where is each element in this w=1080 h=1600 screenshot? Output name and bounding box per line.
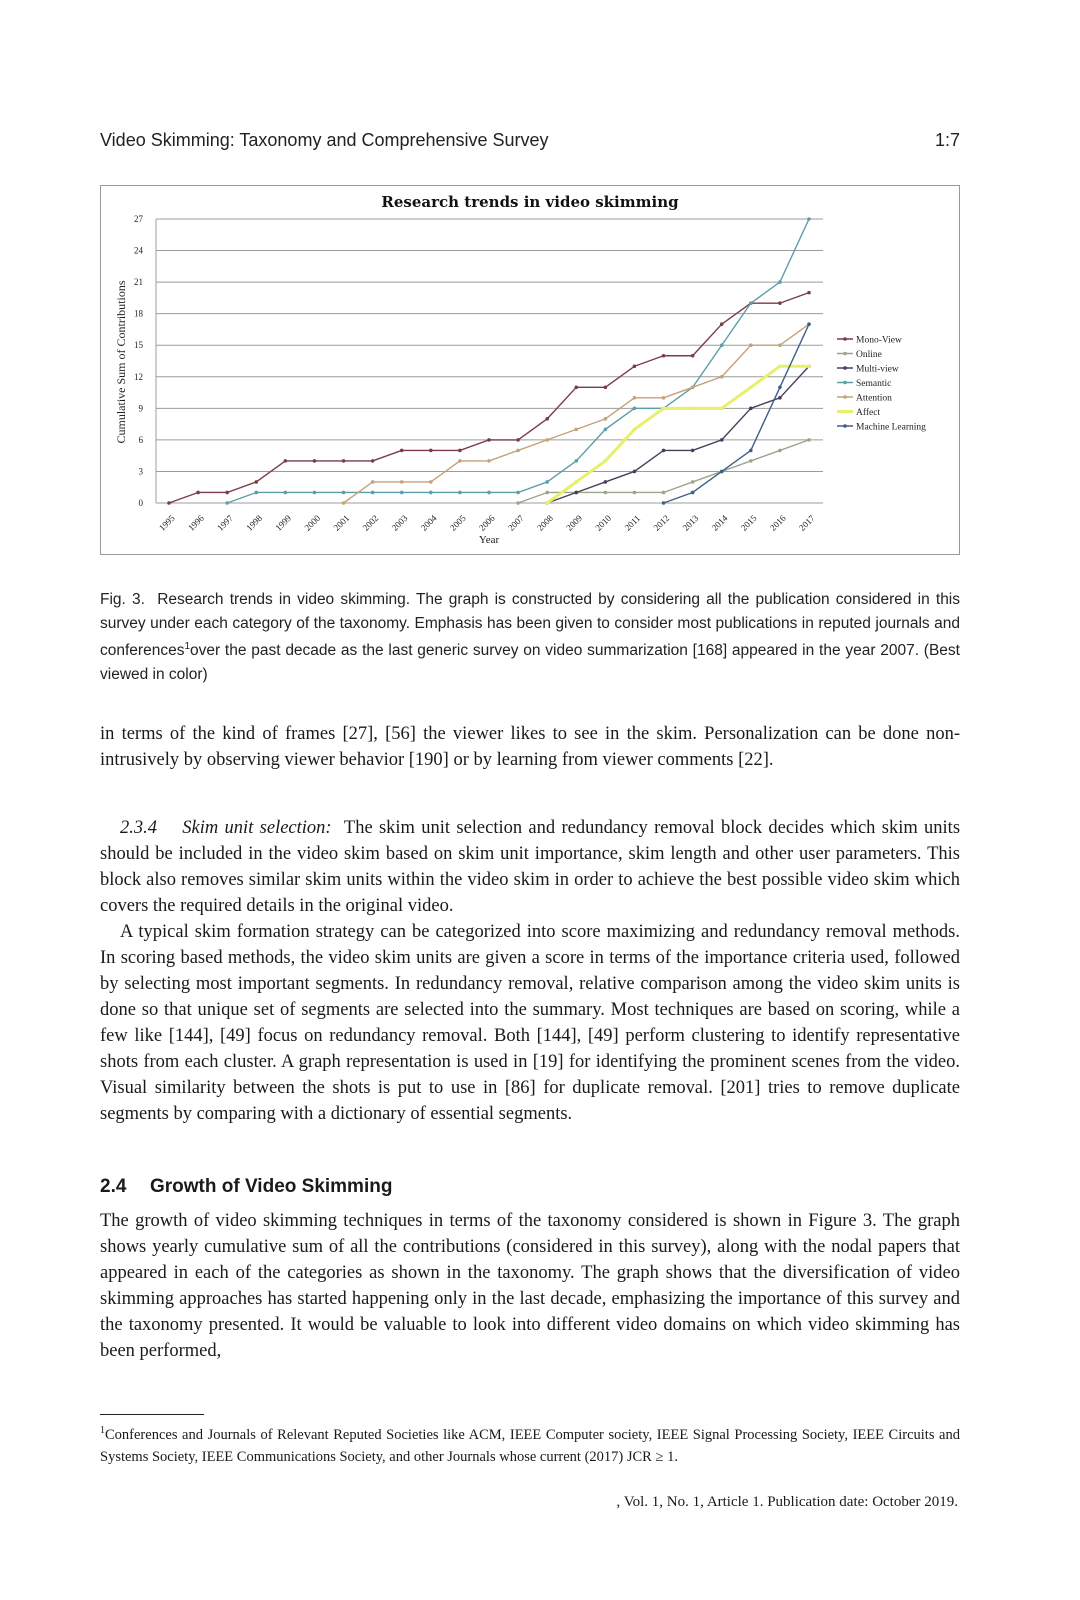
x-tick-label: 2004 (418, 512, 439, 533)
line-chart (101, 186, 959, 554)
y-tick-label: 27 (134, 214, 143, 224)
legend-item: Semantic (856, 379, 892, 389)
figure-caption (100, 588, 960, 686)
chart-title: Research trends in video skimming (381, 193, 679, 211)
x-tick-label: 2000 (302, 512, 323, 533)
section-heading (100, 1176, 392, 1198)
x-tick-label: 2015 (738, 512, 759, 533)
x-tick-label: 2008 (535, 512, 555, 533)
x-tick-label: 2002 (360, 512, 381, 533)
x-tick-label: 2017 (796, 512, 817, 533)
section-title: Growth of Video Skimming (150, 1176, 393, 1197)
legend-item: Affect (856, 408, 881, 418)
x-axis-label: Year (478, 534, 500, 546)
y-tick-label: 3 (138, 466, 143, 477)
y-tick-label: 0 (138, 498, 143, 508)
legend-item: Multi-view (856, 364, 899, 375)
x-tick-label: 1998 (244, 512, 265, 533)
x-tick-label: 2005 (447, 512, 468, 533)
footnote-mark: 1 (100, 1425, 105, 1436)
page-number: 1:7 (934, 130, 960, 150)
x-tick-label: 2010 (593, 512, 614, 533)
x-tick-label: 1997 (215, 512, 235, 533)
running-head (100, 130, 960, 151)
y-tick-label: 6 (138, 434, 143, 445)
x-tick-label: 2016 (767, 512, 788, 533)
x-tick-label: 1999 (273, 512, 294, 533)
legend-item: Attention (856, 393, 892, 404)
x-tick-label: 1996 (186, 512, 206, 533)
legend-item: Mono-View (856, 335, 902, 346)
paragraph-1 (100, 721, 960, 773)
subsection-number: 2.3.4 (120, 818, 157, 838)
y-axis-label: Cumulative Sum of Contributions (114, 280, 128, 444)
caption-label: Fig. 3. (100, 591, 145, 608)
footnote-text: Conferences and Journals of Relevant Reputed Societies like ACM, IEEE Computer society, IEEE Signal Processing Society, IEEE Circuits and Systems Society, IEEE Communications Society, and other Journals whose current (2017) JCR ≥ 1. (100, 1426, 960, 1465)
page-footer: , Vol. 1, No. 1, Article 1. Publication date: October 2019. (616, 1494, 958, 1510)
x-tick-label: 2011 (622, 513, 643, 533)
subsection-title: Skim unit selection: (182, 818, 332, 838)
y-tick-label: 24 (134, 245, 143, 256)
paragraph-text: in terms of the kind of frames [27], [56] the viewer likes to see in the skim. Personalization can be done non-intrusively by observing viewer behavior [190] or by learning from viewer comments [22]. (100, 724, 960, 770)
running-title: Video Skimming: Taxonomy and Comprehensive Survey (100, 130, 549, 150)
y-tick-label: 21 (134, 277, 143, 288)
y-tick-label: 9 (138, 403, 143, 414)
paragraph-text: The growth of video skimming techniques in terms of the taxonomy considered is shown in Figure 3. The graph shows yearly cumulative sum of all the contributions (considered in this survey), along with the nodal papers that appeared in each of the categories as shown in the taxonomy. The graph shows that the diversification of video skimming approaches has started happening only in the last decade, emphasizing the importance of this survey and the taxonomy presented. It would be valuable to look into different video domains on which video skimming has been performed, (100, 1211, 960, 1361)
paragraph-3: A typical skim formation strategy can be categorized into score maximizing and redundancy removal methods. In scoring based methods, the video skim units are given a score in terms of the importance criteria used, followed by selecting most important segments. In redundancy removal, relative comparison among the video skim units is done so that unique set of segments are selected into the summary. Most techniques are based on scoring, while a few like [144], [49] focus on redundancy removal. Both [144], [49] perform clustering to identify representative shots from each cluster. A graph representation is used in [19] for identifying the prominent scenes from the video. Visual similarity between the shots is put to use in [86] for duplicate removal. [201] tries to remove duplicate segments by comparing with a dictionary of essential segments. (100, 922, 960, 1124)
paragraph-4 (100, 1208, 960, 1364)
legend-item: Online (856, 350, 882, 360)
x-tick-label: 2006 (476, 512, 497, 533)
series-line-attention (344, 324, 809, 503)
caption-text-after: over the past decade as the last generic survey on video summarization [168] appeared in the year 2007. (Best viewed in color) (100, 642, 960, 683)
footnote-ref[interactable]: 1 (184, 641, 191, 652)
series-line-machine-learning (664, 324, 809, 503)
x-tick-label: 2012 (651, 512, 672, 533)
footnote-rule (100, 1414, 204, 1415)
x-tick-label: 2013 (680, 512, 701, 533)
paragraph-text: The skim unit selection and redundancy removal block decides which skim units should be included in the video skim based on skim unit importance, skim length and other user parameters. This block also removes similar skim units within the video skim in order to achieve the best possible video skim which covers the required details in the original video. (100, 818, 961, 916)
y-tick-label: 12 (134, 371, 143, 382)
x-tick-label: 2014 (709, 512, 730, 533)
y-tick-label: 18 (134, 308, 143, 319)
x-tick-label: 2003 (389, 512, 410, 533)
x-tick-label: 2001 (331, 512, 352, 533)
x-tick-label: 1995 (156, 512, 177, 533)
subsection-2-3-4 (100, 815, 960, 1127)
x-tick-label: 2009 (564, 512, 585, 533)
legend-item: Machine Learning (856, 422, 926, 433)
footnote (100, 1420, 960, 1468)
caption-text: Research trends in video skimming. The graph is constructed by considering all the publication considered in this survey under each category of the taxonomy. Emphasis has been given to consider most publications in reputed journals and conferences (100, 591, 961, 660)
y-tick-label: 15 (134, 340, 143, 351)
section-number: 2.4 (100, 1176, 127, 1197)
figure-chart (100, 185, 960, 555)
x-tick-label: 2007 (506, 512, 526, 533)
